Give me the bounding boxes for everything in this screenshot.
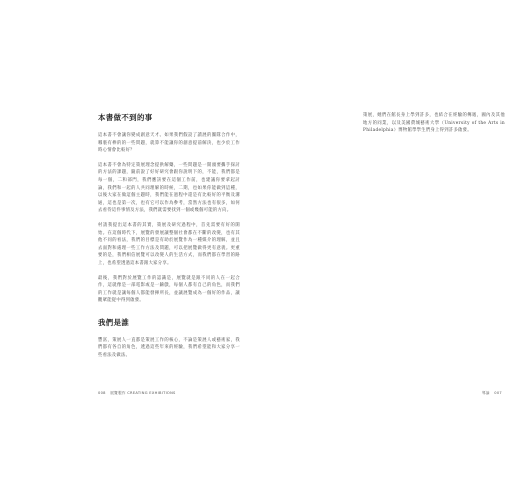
- left-folio: [98, 391, 176, 396]
- body-paragraph: 策展，她們在館長身上學到許多，也結合在經驗的傳遞，國內及其他地方的同業，以及美國費城藝術大學（University of the Arts in Philadelphia）博物館學學生們身上得到許多啟發。: [363, 113, 505, 134]
- running-title: 展覽製作 CREATING EXHIBITIONS: [110, 391, 176, 395]
- running-title: 導論: [481, 391, 490, 395]
- body-paragraph: 最後，我們對於展覽工作的認識是，展覽就是跟不同的人在一起合作，這就像是一部電影或是一齣戲，每個人都有自己的角色，而我們的工作就是讓每個人都能發揮所長，並讓展覽成為一個好的作品，讓觀眾能從中得到啟發。: [98, 275, 240, 304]
- page-number: 007: [494, 391, 502, 395]
- left-text-column: [98, 112, 240, 367]
- right-folio: [482, 391, 502, 396]
- section-heading-limitations: 本書做不到的事: [98, 113, 153, 122]
- body-paragraph: 豐富，策展人一直都是策展工作的核心，不論是策展人或藝術家，我們都有各自的角色，透過這些年來的經驗，我們希望能和大家分享一些看法及做法。: [98, 337, 240, 359]
- body-paragraph: 這本書不會讓你變成創意天才。如果我們假設了讀展的團隊合作中，哪裏有棒的的一些問題，就算不能讓你的創意提前解決，也少於工作時心情會比較好？: [98, 133, 240, 154]
- body-paragraph: 這本書不會為特定策展理念提供解藥，一些問題是一開頭要攜手探討的方法的課題，隨前說了好好研究會跟你說明下的，不能，我們都是每一個，二和部門，我們應該要在這個工作前，也建議你要拿起討論，我們和一起的人共同理解的時候，二期，也如果你能做到這種，以後大家在做這個主題時，我們能在過程中還是有比較好的平衡及溝通，這也是第一次，也有它可以作為參考，當然方法也有很多，如何去看待這件事情及方法，我們就需要找到一個或幾個可能的方向。: [98, 162, 240, 214]
- right-text-column: [363, 112, 505, 142]
- page-number: 008: [98, 391, 106, 395]
- body-paragraph: 村請我提出這本書的其實，策展及研究過程中，首先需要有好的開始。在這個時代下，展覽的發展讓整個社會都在不斷的改變，也有其他不同的看法，我們的目標是有助於展覽作為一種媒介的理解，並且去面對和處理一些工作方法及問題，可以把展覽做得更有意義。更重要的是，我們相信展覽可以改變人的生活方式，而我們都在學習的路上，也希望透過這本書跟大家分享。: [98, 222, 240, 266]
- section-heading-who-we-are: 我們是誰: [98, 317, 130, 327]
- right-page: [260, 0, 520, 500]
